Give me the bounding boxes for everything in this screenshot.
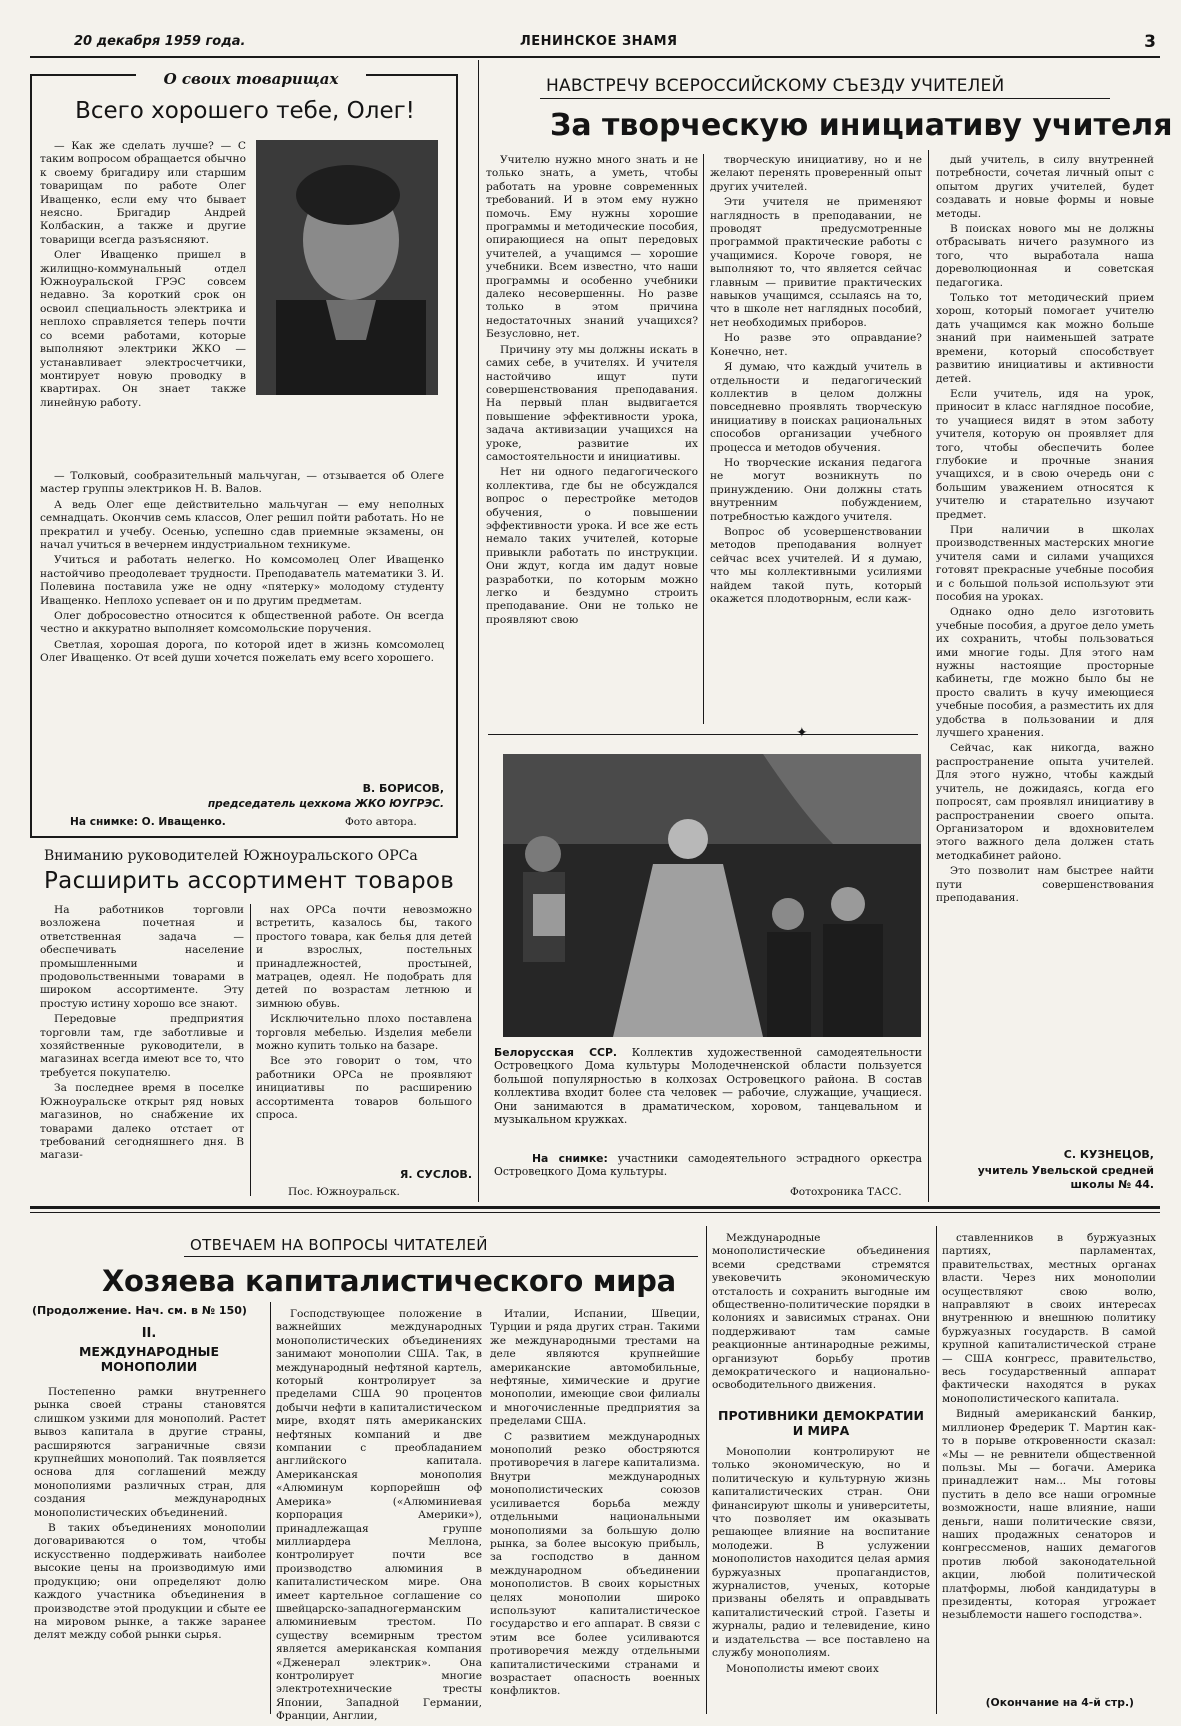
masters-paragraph: Монополисты имеют своих — [726, 1662, 879, 1675]
belarus-caption-lead: Белорусская ССР. — [494, 1046, 617, 1059]
ornament-icon: ✦ — [796, 725, 808, 741]
masters-paragraph: Постепенно рамки внутреннего рынка своей страны становятся слишком узкими для монополий. Растет вывоз капитала в другие страны, расширяются заграничные связи крупнейших монополий. Так появляется основа для соглашений между монополиями различных стран, для создания международных монополистических объединений. — [34, 1386, 266, 1519]
comrades-paragraph: А ведь Олег еще действительно мальчуган — ему неполных семнадцать. Окончив семь классов, Олег решил пойти работать. Но не прекратил и учебу. Осенью, успешно сдав приемные экзамены, он начал учиться в вечернем индустриальном техникуме. — [40, 498, 444, 552]
teachers-paragraph: Только тот методический прием хорош, который помогает учителю дать учащимся как можно больше знаний при наименьшей затрате времени, который способствует развитию инициативы и активности детей. — [936, 292, 1154, 385]
teachers-paragraph: Если учитель, идя на урок, приносит в класс наглядное пособие, то учащиеся видят в этом заботу учителя, которую он проявляет для того, чтобы обеспечить более глубокие и прочные знания учащихся, и в свою очередь они с большим уважением относятся к учителю и старательно изучают предмет. — [936, 387, 1154, 521]
issue-date: 20 декабря 1959 года. — [74, 34, 246, 49]
page-number: 3 — [1144, 32, 1156, 52]
orsa-col-1 — [40, 904, 244, 1165]
masters-section-title: МЕЖДУНАРОДНЫЕ МОНОПОЛИИ — [78, 1344, 220, 1374]
masters-continuation: (Продолжение. Нач. см. в № 150) — [32, 1304, 247, 1317]
orsa-title: Расширить ассортимент товаров — [44, 868, 455, 894]
teachers-paragraph: дый учитель, в силу внутренней потребности, сочетая личный опыт с опытом других учителей, будет создавать и новые формы и новые методы. — [936, 154, 1154, 220]
belarus-credit: Фотохроника ТАСС. — [790, 1186, 902, 1198]
photo-top-rule — [488, 734, 918, 735]
orsa-col-2 — [256, 904, 472, 1125]
comrades-text-top — [40, 140, 246, 412]
orsa-author: Я. СУСЛОВ. — [399, 1168, 472, 1181]
header-rule — [30, 56, 1160, 58]
column-rule — [270, 1302, 271, 1714]
belarus-caption-block — [494, 1046, 922, 1126]
comrades-paragraph: Олег добросовестно относится к общественной работе. Он всегда честно и аккуратно выполняет комсомольские поручения. — [40, 610, 444, 636]
orsa-paragraph: На работников торговли возложена почетная и ответственная задача — обеспечивать население промышленными и продовольственными товарами в широком ассортименте. Эту простую истину хорошо все знают. — [40, 904, 244, 1010]
column-rule — [250, 904, 251, 1196]
masters-section-num: II. — [141, 1326, 157, 1341]
comrades-author: В. БОРИСОВ, — [362, 782, 444, 795]
teachers-rubric: НАВСТРЕЧУ ВСЕРОССИЙСКОМУ СЪЕЗДУ УЧИТЕЛЕЙ — [546, 76, 1005, 96]
orsa-paragraph: нах ОРСа почти невозможно встретить, казалось бы, такого простого товара, как белья для детей и взрослых, постельных принадлежностей, простыней, матрацев, одеял. Не подобрать для детей по возрастам летнюю и зимнюю обувь. — [256, 904, 472, 1010]
newspaper-name: ЛЕНИНСКОЕ ЗНАМЯ — [520, 34, 678, 49]
masters-col-1 — [34, 1386, 266, 1645]
masters-col-3 — [490, 1308, 700, 1701]
comrades-photo-credit: Фото автора. — [345, 816, 417, 828]
masters-paragraph: ставленников в буржуазных партиях, парламентах, правительствах, местных органах власти. Через них монополии осуществляют свою волю, направляют в своих интересах внутреннюю и внешнюю политику буржуазных государств. В самой крупной капиталистической стране — США конгресс, правительство, весь государственный аппарат фактически находятся в руках монополистического капитала. — [942, 1232, 1156, 1405]
oleg-photo — [256, 140, 438, 395]
teachers-paragraph: Учителю нужно много знать и не только знать, а уметь, чтобы работать на уровне современных требований. И в этом ему нужно помочь. Ему нужны хорошие программы и методические пособия, опирающиеся на опыт передовых учителей, а учащимся — хорошие учебники. Всем известно, что наши программы и особенно учебники далеко несовершенны. Но разве только в этом причина недостаточных знаний учащихся? Безусловно, нет. — [486, 154, 698, 341]
belarus-onphoto: участники самодеятельного эстрадного оркестра Островецкого Дома культуры. — [494, 1152, 922, 1179]
orsa-paragraph: Все это говорит о том, что работники ОРСа не проявляют инициативы по расширению ассортимента товаров большого спроса. — [256, 1055, 472, 1122]
masters-paragraph: Видный американский банкир, миллионер Фредерик Т. Мартин как-то в порыве откровенности сказал: «Мы — не ревнители общественной пользы. Мы — богачи. Америка принадлежит нам... Мы готовы пустить в дело все наши огромные возможности, наше влияние, наши деньги, наши политические связи, наших продажных сенаторов и конгрессменов, наших демагогов против любой законодательной акции, любой политической платформы, любой кандидатуры в президенты, которая угрожает незыблемости нашего господства». — [942, 1408, 1156, 1622]
section-rule — [30, 1212, 1160, 1213]
orsa-place: Пос. Южноуральск. — [288, 1186, 400, 1198]
teachers-paragraph: Причину эту мы должны искать в самих себе, в учителях. И учителя настойчиво ищут пути совершенствования преподавания. На первый план выдвигается повышение эффективности урока, задача активизации учащихся на уроке, развитие их самостоятельности и инициативы. — [486, 343, 698, 463]
column-rule — [478, 60, 479, 1202]
teachers-paragraph: Вопрос об усовершенствовании методов преподавания волнует сейчас всех учителей. И я думаю, что мы коллективными усилиями найдем такой путь, который окажется плодотворным, если каж- — [710, 525, 922, 605]
teachers-paragraph: Эти учителя не применяют наглядность в преподавании, не проводят предусмотренные программой практические работы с учащимися. Короче говоря, не выполняют то, что является сейчас главным — привитие практических навыков учащимся, ссылаясь на то, что в школе нет наглядных пособий, нет необходимых приборов. — [710, 196, 922, 329]
comrades-paragraph: — Толковый, сообразительный мальчуган, — отзывается об Олеге мастер группы электриков Н. В. Валов. — [40, 470, 444, 496]
teachers-paragraph: Но разве это оправдание? Конечно, нет. — [710, 332, 922, 358]
belarus-onphoto-block — [494, 1152, 922, 1179]
belarus-photo — [503, 754, 921, 1037]
column-rule — [703, 154, 704, 724]
comrades-paragraph: — Как же сделать лучше? — С таким вопросом обращается обычно к своему бригадиру или старшим товарищам по работе Олег Иващенко, если ему что бывает неясно. Бригадир Андрей Колбаскин, а также и другие товарищи всегда разъясняют. — [40, 140, 246, 246]
page-header — [74, 34, 1156, 54]
column-rule — [706, 1226, 707, 1714]
comrades-text-bottom — [40, 470, 444, 668]
teachers-rubric-rule — [540, 98, 1110, 99]
masters-continued: (Окончание на 4-й стр.) — [985, 1696, 1134, 1709]
teachers-col-3 — [936, 154, 1154, 907]
section-rule — [30, 1206, 1160, 1209]
masters-paragraph: Международные монополистические объединения всеми средствами стремятся увековечить экономическую отсталость и сохранить выгодные им общественно-политические порядки в колониях и зависимых странах. Они поддерживают там самые реакционные антинародные режимы, организуют борьбу против демократического и национально-освободительного движения. — [712, 1232, 930, 1392]
orsa-paragraph: Передовые предприятия торговли там, где заботливые и хозяйственные руководители, в магазинах всегда имеют все то, что требуется покупателю. — [40, 1013, 244, 1079]
orsa-rubric: Вниманию руководителей Южноуральского ОРСа — [44, 848, 418, 864]
comrades-paragraph: Олег Иващенко пришел в жилищно-коммунальный отдел Южноуральской ГРЭС совсем недавно. За короткий срок он освоил специальность электрика и неплохо справляется теперь почти со всеми работами, которые выполняют электрики ЖКО — устанавливает электросчетчики, монтирует новую проводку в квартирах. Он знает также линейную работу. — [40, 249, 246, 409]
belarus-caption: Коллектив художественной самодеятельности Островецкого Дома культуры Молодечненской области пользуется большой популярностью в колхозах Островецкого района. В состав коллектива входит более ста человек — рабочие, служащие, учащиеся. Они занимаются в драматическом, хоровом, танцевальном и музыкальном кружках. — [494, 1046, 922, 1127]
masters-paragraph: С развитием международных монополий резко обостряются противоречия в лагере капитализма. Внутри международных монополистических союзов усиливается борьба между отдельными национальными монополиями за большую долю рынка, за более высокую прибыль, за господство в данном международном объединении монополистов. В своих корыстных целях монополии широко используют капиталистическое государство и его аппарат. В связи с этим все более усиливаются противоречия между отдельными капиталистическими странами и возрастает опасность военных конфликтов. — [490, 1430, 700, 1698]
masters-col-5 — [942, 1232, 1156, 1625]
comrades-author-role: председатель цехкома ЖКО ЮУГРЭС. — [207, 798, 444, 810]
teachers-paragraph: Но творческие искания педагога не могут возникнуть по принуждению. Они должны стать внутренним побуждением, потребностью каждого учителя. — [710, 456, 922, 523]
column-rule — [928, 150, 929, 1202]
masters-col-2 — [276, 1308, 482, 1726]
comrades-title: Всего хорошего тебе, Олег! — [75, 98, 415, 124]
teachers-paragraph: Нет ни одного педагогического коллектива, где бы не обсуждался вопрос о перестройке методов обучения, о повышении эффективности урока. И все же есть немало таких учителей, которые привыкли работать по инструкции. Они ждут, когда им дадут новые разработки, по которым можно легко и бездумно строить преподавание. Они не только не проявляют свою — [486, 466, 698, 626]
masters-rubric-rule — [184, 1256, 698, 1257]
teachers-paragraph: Это позволит нам быстрее найти пути совершенствования преподавания. — [936, 865, 1154, 904]
teachers-paragraph: В поисках нового мы не должны отбрасывать ничего разумного из того, что выработала наша дореволюционная и советская педагогика. — [936, 223, 1154, 289]
teachers-paragraph: Сейчас, как никогда, важно распространение опыта учителей. Для этого нужно, чтобы каждый учитель, не дожидаясь, когда его попросят, сам проявлял инициативу в распространении своего опыта. Организатором и вдохновителем этого важного дела должен стать методкабинет районо. — [936, 742, 1154, 862]
masters-paragraph: В таких объединениях монополии договариваются о том, чтобы искусственно поддерживать наиболее высокие цены на производимую ими продукцию; они определяют долю каждого участника объединения в производстве этой продукции и сбыте ее на мировом рынке, а также заранее делят между собой рынки сырья. — [34, 1522, 266, 1642]
comrades-rubric: О своих товарищах — [136, 70, 366, 88]
comrades-paragraph: Светлая, хорошая дорога, по которой идет в жизнь комсомолец Олег Иващенко. От всей души хочется пожелать ему всего хорошего. — [40, 638, 444, 665]
orsa-paragraph: Исключительно плохо поставлена торговля мебелью. Изделия мебели можно купить только на базаре. — [256, 1013, 472, 1053]
comrades-caption: На снимке: О. Иващенко. — [70, 816, 226, 828]
masters-col-4b — [712, 1446, 930, 1678]
teachers-col-1 — [486, 154, 698, 629]
masters-col-4 — [712, 1232, 930, 1395]
masters-rubric: ОТВЕЧАЕМ НА ВОПРОСЫ ЧИТАТЕЛЕЙ — [190, 1236, 488, 1254]
masters-paragraph: Господствующее положение в важнейших международных монополистических объединениях занимают монополии США. Так, в международный нефтяной картель, который контролирует за пределами США 90 процентов добычи нефти в капиталистическом мире, входят пять американских нефтяных компаний и две компании с преобладанием английского капитала. Американская монополия «Алюминум корпорейшн оф Америка» («Алюминиевая корпорация Америки»), принадлежащая группе миллиардера Меллона, контролирует почти все производство алюминия в капиталистическом мире. Она имеет картельное соглашение со швейцарско-западногерманским алюминиевым трестом. По существу всемирным трестом является американская компания «Дженерал электрик». Она контролирует многие электротехнические тресты Японии, Западной Германии, Франции, Англии, — [276, 1308, 482, 1723]
teachers-paragraph: Я думаю, что каждый учитель в отдельности и педагогический коллектив в целом должны повседневно проявлять творческую инициативу в поисках рациональных способов организации учебного процесса и методов обучения. — [710, 361, 922, 454]
column-rule — [936, 1226, 937, 1714]
teachers-author-role: учитель Увельской средней школы № 44. — [977, 1164, 1154, 1191]
teachers-paragraph: творческую инициативу, но и не желают перенять проверенный опыт других учителей. — [710, 154, 922, 193]
masters-subtitle: ПРОТИВНИКИ ДЕМОКРАТИИ И МИРА — [718, 1408, 924, 1438]
orsa-paragraph: За последнее время в поселке Южноуральске открыт ряд новых магазинов, но снабжение их товарами далеко отстает от требований сегодняшнего дня. В магази- — [40, 1082, 244, 1162]
teachers-paragraph: Однако одно дело изготовить учебные пособия, а другое дело уметь их сохранить, чтобы пользоваться ими многие годы. Для этого нам нужны настоящие просторные кабинеты, где можно было бы не просто свалить в кучу имеющиеся учебные пособия, а разместить их для удобства в пользовании и для лучшего хранения. — [936, 606, 1154, 740]
masters-paragraph: Монополии контролируют не только экономическую, но и политическую и культурную жизнь капиталистических стран. Они финансируют школы и университеты, что позволяет им оказывать решающее влияние на воспитание молодежи. В услужении монополистов находится целая армия буржуазных пропагандистов, журналистов, ученых, которые призваны обелять и оправдывать капиталистический строй. Газеты и журналы, радио и телевидение, кино и издательства — все поставлено на службу монополиям. — [712, 1446, 930, 1660]
teachers-author: С. КУЗНЕЦОВ, — [1063, 1148, 1154, 1161]
teachers-title: За творческую инициативу учителя — [550, 108, 1173, 143]
masters-paragraph: Италии, Испании, Швеции, Турции и ряда других стран. Такими же международными трестами на деле являются крупнейшие американские автомобильные, нефтяные, химические и другие монополии, имеющие свои филиалы и многочисленные предприятия за пределами США. — [490, 1308, 700, 1428]
belarus-onphoto-lead: На снимке: — [532, 1152, 608, 1165]
comrades-paragraph: Учиться и работать нелегко. Но комсомолец Олег Иващенко настойчиво преодолевает трудности. Преподаватель математики З. И. Полевина поставила уже не одну «пятерку» молодому студенту Иващенко. Неплохо успевает он и по другим предметам. — [40, 554, 444, 607]
teachers-col-2 — [710, 154, 922, 608]
teachers-paragraph: При наличии в школах производственных мастерских многие учителя сами и силами учащихся готовят прекрасные учебные пособия и с большой пользой используют эти пособия на уроках. — [936, 523, 1154, 603]
masters-title: Хозяева капиталистического мира — [102, 1264, 676, 1298]
